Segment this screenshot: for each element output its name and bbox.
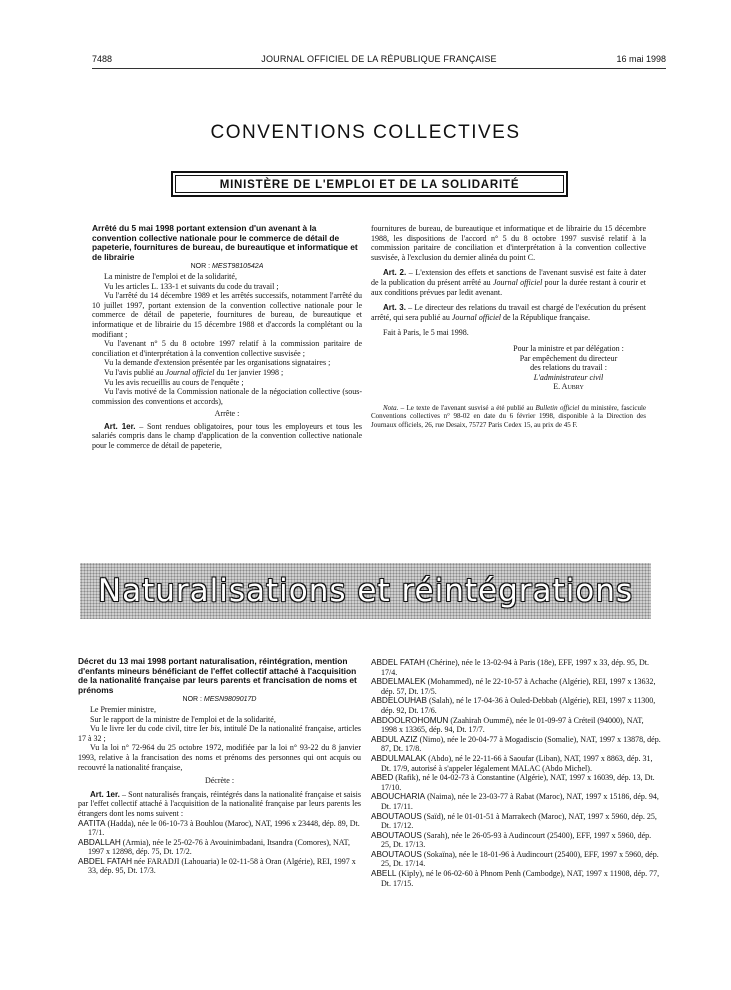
list-item: ABELL (Kiply), né le 06-02-60 à Phnom Penh (Cambodge), NAT, 1997 x 11908, dép. 77, Dt. 17/15. [371,869,660,888]
arrete-para: Vu les articles L. 133-1 et suivants du code du travail ; [104,281,279,291]
arrete-article-1: Art. 1er. – Sont rendues obligatoires, pour tous les employeurs et tous les salariés compris dans le champ d'application de la convention collective nationale pour le commerce de détail de papeterie, [92,421,362,451]
arrete-title: Arrêté du 5 mai 1998 portant extension d'un avenant à la convention collective nationale pour le commerce de détail de papeterie, fournitures de bureau, de bureautique et informatique et de librairie [92,223,358,262]
arrete-para: Vu l'avis motivé de la Commission nationale de la négociation collective (sous-commission des conventions et accords), [92,387,362,406]
list-item: ABDULMALAK (Abdo), né le 22-11-66 à Saoufar (Liban), NAT, 1997 x 8863, dép. 31, Dt. 17/9, autorisé à s'appeler légalement MALAC (Abdo Michel). [371,753,653,773]
arrete-left-column [92,224,362,451]
arrete-article-1-continued: fournitures de bureau, de bureautique et informatique et de librairie du 15 décembre 1988, les dispositions de l'accord n° 5 du 8 octobre 1997 susvisé relatif à la commission paritaire de conciliation et d'interprétation à la convention collective susvisée, à l'exclusion du dernier alinéa du point C. [371,224,646,262]
arrete-para: Vu les avis recueillis au cours de l'enquête ; [104,377,244,387]
arrete-nor: NOR : MEST9810542A [190,263,264,271]
arrete-nor-code: MEST9810542A [212,263,264,271]
issue-date: 16 mai 1998 [616,54,666,64]
arrete-article-3: Art. 3. – Le directeur des relations du travail est chargé de l'exécution du présent arrêté, qui sera publié au Journal officiel de la République française. [371,303,647,322]
page-header [92,54,666,69]
decret-para: Vu la loi n° 72-964 du 25 octobre 1972, modifiée par la loi n° 93-22 du 8 janvier 1993, relative à la francisation des noms et prénoms des personnes qui ont acquis ou recouvré la nationalité française, [78,743,361,772]
decret-nor-code: MESN9809017D [203,696,257,704]
decret-para-livre: Vu le livre Ier du code civil, titre Ier bis, intitulé De la nationalité française, articles 17 à 32 ; [78,724,361,743]
list-item: ABOUTAOUS (Sarah), née le 26-05-93 à Audincourt (25400), EFF, 1997 x 5960, dép. 25, Dt. 17/13. [371,830,652,850]
decret-right-column [371,658,661,888]
list-item: ABOUCHARIA (Naima), née le 23-03-77 à Rabat (Maroc), NAT, 1997 x 15186, dép. 94, Dt. 17/11. [371,792,659,811]
decret-para: Sur le rapport de la ministre de l'emploi et de la solidarité, [90,714,276,724]
list-item: ABOUTAOUS (Sokaïna), née le 18-01-96 à Audincourt (25400), EFF, 1997 x 5960, dép. 25, Dt. 17/14. [371,849,659,869]
arrete-nota: Nota. – Le texte de l'avenant susvisé a été publié au Bulletin officiel du ministère, fascicule Conventions collectives n° 98-02 en date du 6 février 1998, disponible à la Direction des Journaux officiels, 26, rue Desaix, 75727 Paris Cedex 15, au prix de 45 F. [371,403,646,429]
list-item: ABDALLAH (Armia), née le 25-02-76 à Avouinimbadani, Itsandra (Comores), NAT, 1997 x 12898, dép. 75, Dt. 17/2. [78,837,350,857]
decret-nor: NOR : MESN9809017D [182,696,257,704]
arrete-right-column [371,224,646,429]
page-number: 7488 [92,54,113,64]
list-item: AATITA (Hadda), née le 06-10-73 à Bouhlou (Maroc), NAT, 1996 x 23448, dép. 89, Dt. 17/1. [78,818,360,838]
section-title-conventions: CONVENTIONS COLLECTIVES [210,122,521,143]
list-item: ABDUL AZIZ (Nimo), née le 20-04-77 à Mogadiscio (Somalie), NAT, 1997 x 13878, dép. 87, Dt. 17/8. [371,734,661,754]
arrete-para: Vu l'arrêté du 14 décembre 1989 et les arrêtés successifs, notamment l'arrêté du 10 juillet 1997, portant extension de la convention collective nationale pour le commerce de détail de papeterie, fournitures de bureau, de bureautique et informatique et de librairie du 15 décembre 1988 et d'accords la complétant ou la modifiant ; [92,291,362,339]
list-item: ABDELMALEK (Mohammed), né le 22-10-57 à Achache (Algérie), REI, 1997 x 13632, dép. 57, Dt. 17/5. [371,677,656,696]
ministry-box [171,171,568,197]
list-item: ABDEL FATAH née FARADJI (Lahouaria) le 02-11-58 à Oran (Algérie), REI, 1997 x 33, dép. 95, Dt. 17/3. [78,856,356,876]
list-item: ABDOOLROHOMUN (Zaahirah Oummé), née le 01-09-97 à Créteil (94000), NAT, 1998 x 13365, dép. 94, Dt. 17/7. [371,715,644,735]
arrete-article-2: Art. 2. – L'extension des effets et sanctions de l'avenant susvisé est faite à dater de la publication du présent arrêté au Journal officiel pour la durée restant à courir et aux conditions prévues par ledit avenant. [371,268,647,297]
arrete-para: Vu l'avenant n° 5 du 8 octobre 1997 relatif à la commission paritaire de conciliation et d'interprétation à la convention collective susvisée ; [92,339,362,358]
decret-left-column [78,657,361,876]
arrete-fait-a-paris: Fait à Paris, le 5 mai 1998. [383,328,469,338]
section-banner-title: Naturalisations et réintégrations [97,573,634,609]
arrete-para: Vu la demande d'extension présentée par les organisations signataires ; [104,358,331,368]
ministry-name: MINISTÈRE DE L'EMPLOI ET DE LA SOLIDARITÉ [175,175,564,193]
list-item: ABDELOUHAB (Salah), né le 17-04-36 à Ouled-Debbab (Algérie), REI, 1997 x 11300, dép. 92, Dt. 17/6. [371,696,656,715]
decret-para: Le Premier ministre, [90,704,156,714]
decret-title: Décret du 13 mai 1998 portant naturalisation, réintégration, mention d'enfants mineurs bénéficiant de l'effet collectif attaché à l'acquisition de la nationalité française par leurs parents et francisation de noms et prénoms [78,656,357,695]
decrete-label: Décrète : [204,776,235,786]
list-item: ABED (Rafik), né le 04-02-73 à Constantine (Algérie), NAT, 1997 x 16039, dép. 13, Dt. 17/10. [371,773,655,792]
arrete-label: Arrête : [214,409,240,419]
list-item: ABDEL FATAH (Chérine), née le 13-02-94 à Paris (18e), EFF, 1997 x 33, dép. 95, Dt. 17/4. [371,658,649,677]
section-banner [80,563,651,619]
arrete-para: La ministre de l'emploi et de la solidarité, [104,271,237,281]
list-item: ABOUTAOUS (Saïd), né le 01-01-51 à Marrakech (Maroc), NAT, 1997 x 5960, dép. 25, Dt. 17/12. [371,811,657,831]
arrete-para-avis-public: Vu l'avis publié au Journal officiel du 1er janvier 1998 ; [104,367,284,377]
arrete-signature: Pour la ministre et par délégation : Par empêchement du directeur des relations du travail : L'administrateur civil E. Aubry [513,343,624,392]
decret-article-1: Art. 1er. – Sont naturalisés français, réintégrés dans la nationalité française et saisis par l'effet collectif attaché à l'acquisition de la nationalité française par leurs parents les étrangers dont les noms suivent : [78,789,361,818]
journal-title: JOURNAL OFFICIEL DE LA RÉPUBLIQUE FRANÇAISE [261,54,497,64]
